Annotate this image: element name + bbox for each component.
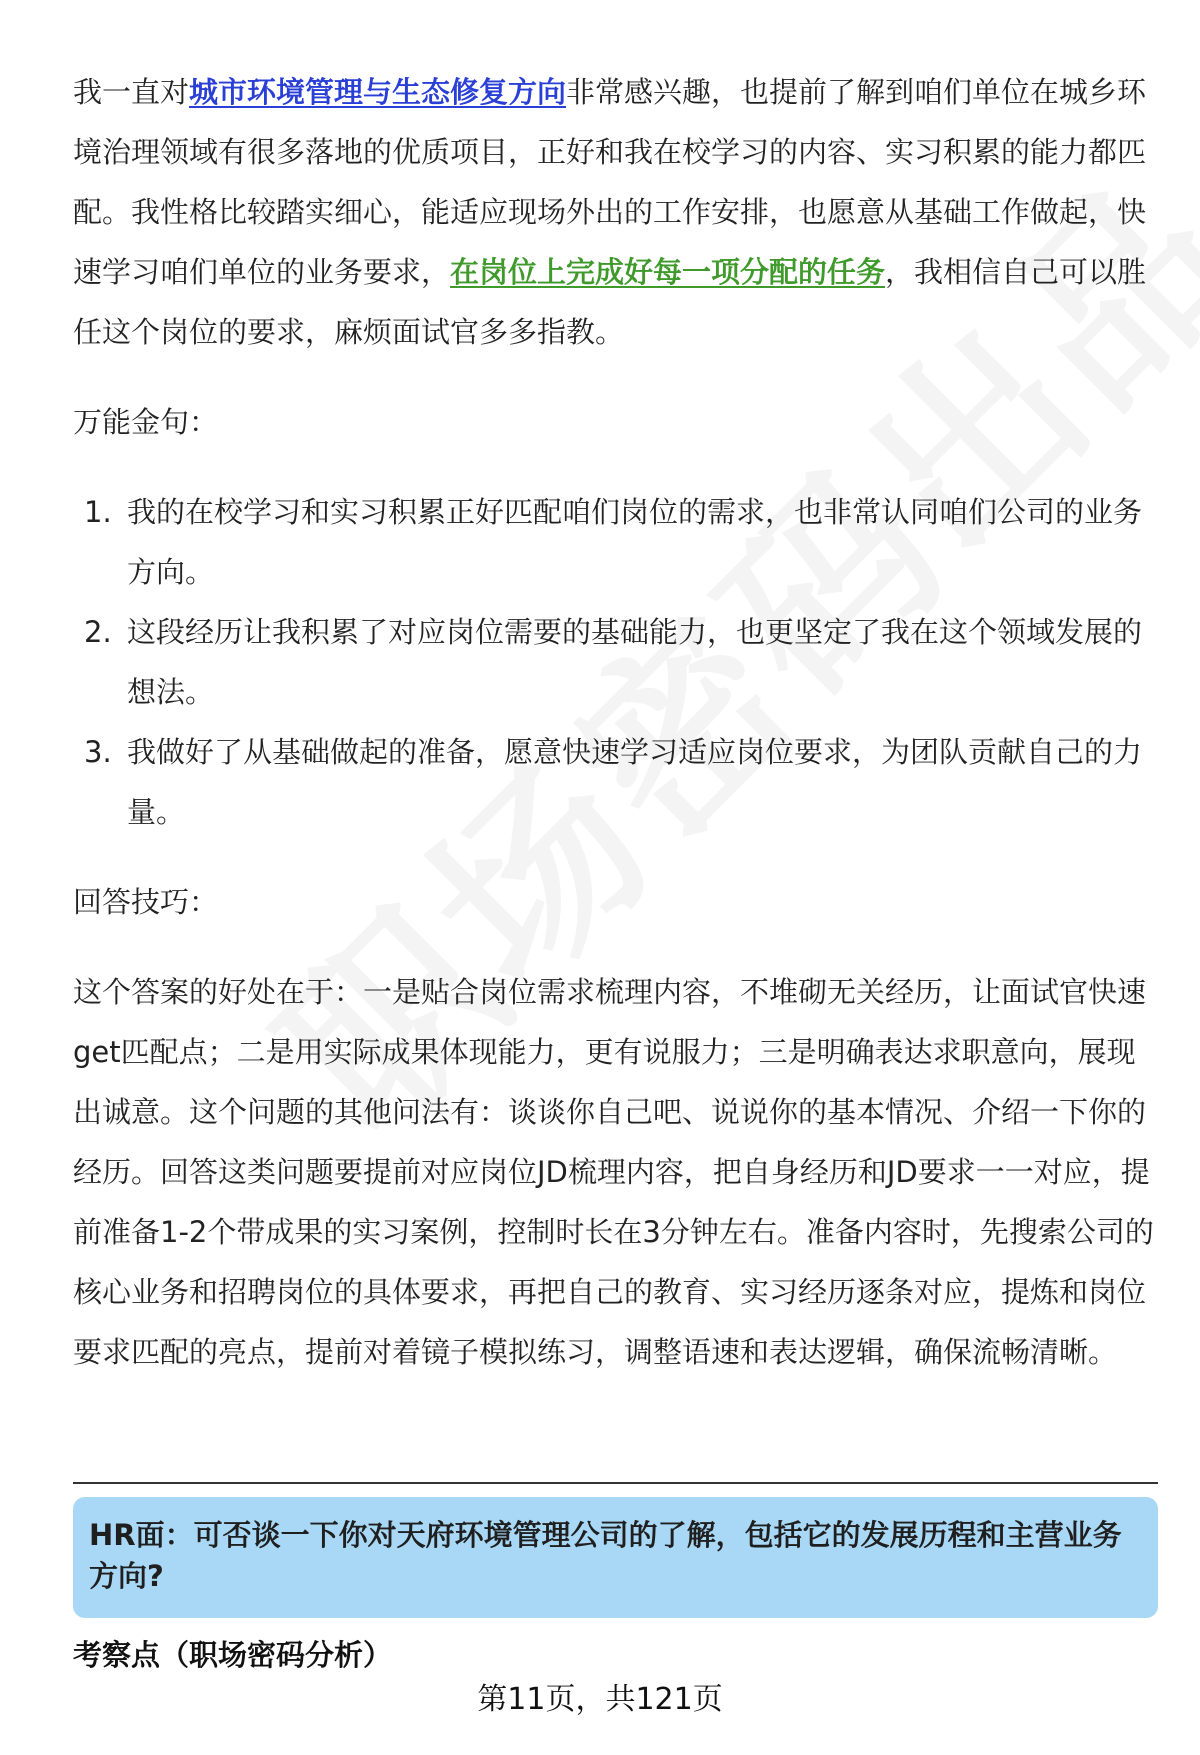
intro-paragraph xyxy=(73,62,1158,362)
intro-text-2: 非常感兴趣，也提前了解到咱们单位在城乡环境治理领域有很多落地的优质项目，正好和我在校学习的内容、实习积累的能力都匹配。我性格比较踏实细心，能适应现场外出的工作安排，也愿意从基础工作做起，快速学习咱们单位的业务要求， xyxy=(73,75,1147,289)
list-item xyxy=(73,602,1158,722)
list-item-number: 3. xyxy=(84,735,112,769)
analysis-heading: 考察点（职场密码分析） xyxy=(73,1638,393,1672)
golden-sentences-list xyxy=(73,482,1158,842)
answer-tips-label: 回答技巧： xyxy=(73,885,219,919)
section-divider xyxy=(73,1482,1158,1484)
golden-sentences-label: 万能金句： xyxy=(73,405,219,439)
list-item-number: 1. xyxy=(84,495,112,529)
list-item xyxy=(73,722,1158,842)
document-body xyxy=(73,62,1158,1382)
list-item-text: 这段经历让我积累了对应岗位需要的基础能力，也更坚定了我在这个领域发展的想法。 xyxy=(127,615,1143,709)
list-item-number: 2. xyxy=(84,615,112,649)
intro-text-1: 我一直对 xyxy=(73,75,190,109)
highlight-city-environment: 城市环境管理与生态修复方向 xyxy=(189,75,567,109)
hr-question-text: HR面：可否谈一下你对天府环境管理公司的了解，包括它的发展历程和主营业务方向? xyxy=(89,1518,1122,1593)
hr-question-box xyxy=(73,1497,1158,1618)
list-item xyxy=(73,482,1158,602)
highlight-complete-tasks: 在岗位上完成好每一项分配的任务 xyxy=(450,255,886,289)
answer-tips-body: 这个答案的好处在于：一是贴合岗位需求梳理内容，不堆砌无关经历，让面试官快速get匹配点；二是用实际成果体现能力，更有说服力；三是明确表达求职意向，展现出诚意。这个问题的其他问法有：谈谈你自己吧、说说你的基本情况、介绍一下你的经历。回答这类问题要提前对应岗位JD梳理内容，把自身经历和JD要求一一对应，提前准备1-2个带成果的实习案例，控制时长在3分钟左右。准备内容时，先搜索公司的核心业务和招聘岗位的具体要求，再把自己的教育、实习经历逐条对应，提炼和岗位要求匹配的亮点，提前对着镜子模拟练习，调整语速和表达逻辑，确保流畅清晰。 xyxy=(73,975,1154,1369)
page-number: 第11页，共121页 xyxy=(477,1682,723,1717)
list-item-text: 我的在校学习和实习积累正好匹配咱们岗位的需求，也非常认同咱们公司的业务方向。 xyxy=(127,495,1143,589)
intro-text-3: ，我相信自己可以胜任这个岗位的要求，麻烦面试官多多指教。 xyxy=(73,255,1147,349)
list-item-text: 我做好了从基础做起的准备，愿意快速学习适应岗位要求，为团队贡献自己的力量。 xyxy=(127,735,1143,829)
